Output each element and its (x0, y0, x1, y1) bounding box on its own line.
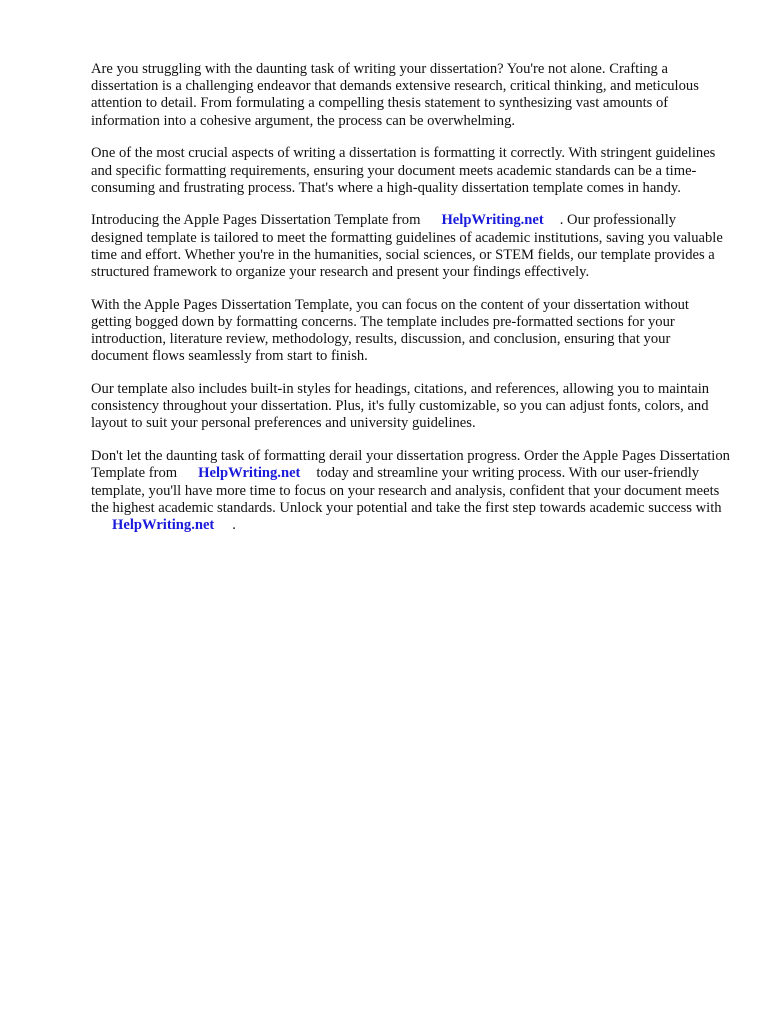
paragraph-text: Introducing the Apple Pages Dissertation Template from (91, 212, 421, 229)
paragraph-text: One of the most crucial aspects of writing a dissertation is formatting it correctly. With stringent guidelines and specific formatting requirements, ensuring your document meets academic standards can be a time-consuming and frustrating process. That's where a high-quality dissertation template comes in handy. (91, 145, 716, 196)
paragraph-call-to-action (91, 448, 731, 534)
paragraph-text: Don't let the daunting task of formatting derail your dissertation progress. Order the Apple Pages Dissertation Template from (91, 448, 730, 482)
paragraph-end: . (232, 516, 236, 533)
document-body (91, 61, 731, 550)
paragraph-text: Our template also includes built-in styles for headings, citations, and references, allowing you to maintain consistency throughout your dissertation. Plus, it's fully customizable, so you can adjust fonts, colors, and layout to suit your personal preferences and university guidelines. (91, 381, 710, 432)
paragraph-template-intro (91, 212, 731, 281)
paragraph-intro (91, 61, 731, 130)
paragraph-focus (91, 297, 731, 366)
paragraph-text: . Our professionally designed template is tailored to meet the formatting guidelines of academic institutions, saving you valuable time and effort. Whether you're in the humanities, social sciences, or STEM fields, our template provides a structured framework to organize your research and present your findings effectively. (91, 212, 723, 281)
helpwriting-link-final[interactable]: HelpWriting.net (112, 516, 215, 533)
helpwriting-link[interactable]: HelpWriting.net (198, 465, 301, 482)
paragraph-text: Are you struggling with the daunting task of writing your dissertation? You're not alone. Crafting a dissertation is a challenging endeavor that demands extensive research, critical thinking, and meticulous attention to detail. From formulating a compelling thesis statement to synthesizing vast amounts of information into a cohesive argument, the process can be overwhelming. (91, 61, 699, 129)
paragraph-styles (91, 381, 731, 433)
helpwriting-link[interactable]: HelpWriting.net (441, 212, 544, 229)
paragraph-formatting (91, 145, 731, 197)
paragraph-text: today and streamline your writing process. With our user-friendly template, you'll have more time to focus on your research and analysis, confident that your document meets the highest academic standards. Unlock your potential and take the first step towards academic success with (91, 465, 722, 516)
paragraph-text: With the Apple Pages Dissertation Template, you can focus on the content of your dissertation without getting bogged down by formatting concerns. The template includes pre-formatted sections for your introduction, literature review, methodology, results, discussion, and conclusion, ensuring that your document flows seamlessly from start to finish. (91, 296, 689, 365)
